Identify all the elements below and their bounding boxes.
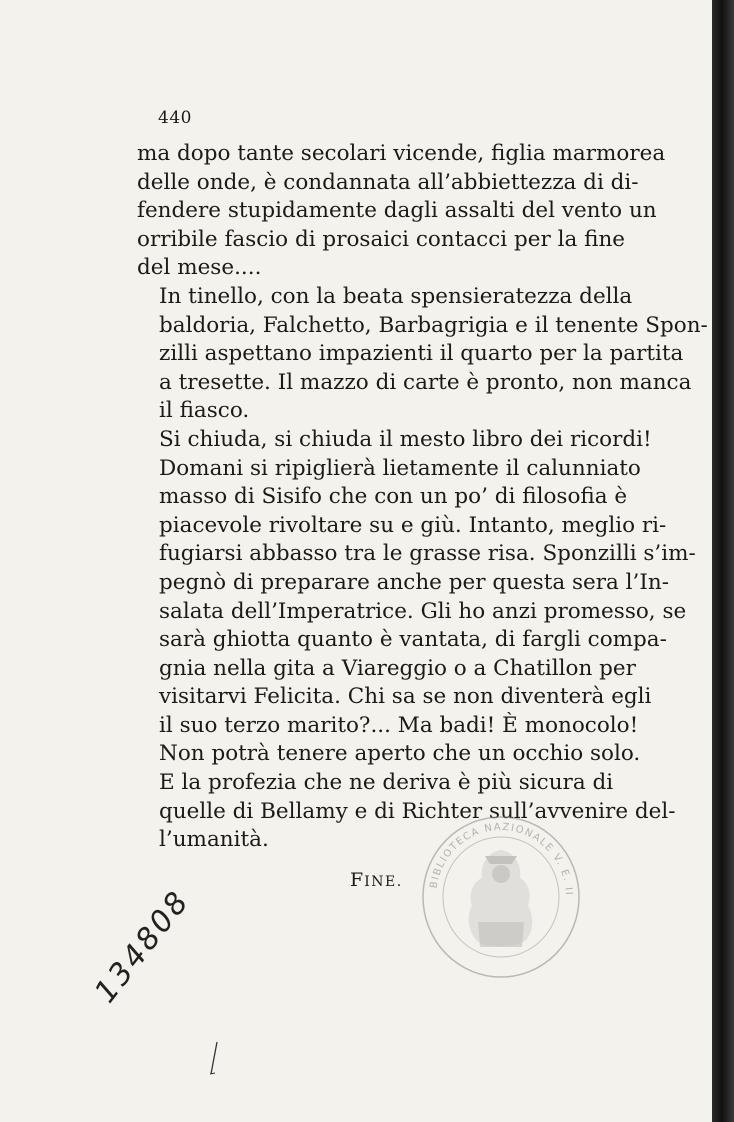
text-line: baldoria, Falchetto, Barbagrigia e il tenente Spon- [159, 312, 708, 338]
text-line: piacevole rivoltare su e giù. Intanto, meglio ri- [159, 512, 667, 538]
paragraph-2 [137, 283, 708, 426]
text-line: Domani si ripiglierà lietamente il calunniato [159, 455, 641, 481]
binding-edge [712, 0, 734, 1122]
text-line: il fiasco. [159, 398, 250, 424]
text-line: l’umanità. [159, 827, 269, 853]
end-mark [350, 869, 403, 891]
end-mark-rest: INE. [364, 874, 403, 890]
paragraph-3 [137, 426, 696, 855]
library-stamp [418, 812, 584, 982]
text-line: gnia nella gita a Viareggio o a Chatillon per [159, 655, 636, 681]
text-line: ma dopo tante secolari vicende, figlia marmorea [137, 141, 666, 166]
text-line: Si chiuda, si chiuda il mesto libro dei ricordi! [159, 426, 652, 452]
text-line: orribile fascio di prosaici contacci per la fine [137, 226, 626, 252]
paragraph-1 [137, 140, 666, 283]
text-line: zilli aspettano impazienti il quarto per la partita [159, 341, 684, 367]
body-text [137, 140, 708, 855]
text-line: salata dell’Imperatrice. Gli ho anzi promesso, se [159, 598, 687, 624]
text-line: fendere stupidamente dagli assalti del vento un [137, 198, 657, 224]
handwritten-inventory-number: 134808 [88, 883, 198, 1010]
pencil-mark [206, 1040, 222, 1076]
text-line: E la profezia che ne deriva è più sicura di [159, 770, 614, 796]
text-line: pegnò di preparare anche per questa sera l’In- [159, 569, 669, 595]
text-line: a tresette. Il mazzo di carte è pronto, non manca [159, 369, 692, 395]
text-line: quelle di Bellamy e di Richter sull’avvenire del- [159, 798, 676, 824]
text-line: delle onde, è condannata all’abbiettezza di di- [137, 169, 639, 195]
text-line: In tinello, con la beata spensieratezza della [159, 283, 633, 309]
page-number: 440 [158, 108, 192, 128]
text-line: visitarvi Felicita. Chi sa se non diventerà egli [159, 684, 652, 710]
text-line: sarà ghiotta quanto è vantata, di fargli compa- [159, 627, 667, 653]
text-line: del mese.... [137, 255, 262, 281]
text-line: fugiarsi abbasso tra le grasse risa. Sponzilli s’im- [159, 541, 696, 567]
svg-text:BIBLIOTECA NAZIONALE V. E. II: BIBLIOTECA NAZIONALE V. E. II [428, 821, 575, 897]
text-line: il suo terzo marito?... Ma badi! È monocolo! [159, 712, 639, 738]
text-line: Non potrà tenere aperto che un occhio solo. [159, 741, 641, 767]
end-mark-initial: F [350, 869, 365, 891]
text-line: masso di Sisifo che con un po’ di filosofia è [159, 484, 628, 510]
